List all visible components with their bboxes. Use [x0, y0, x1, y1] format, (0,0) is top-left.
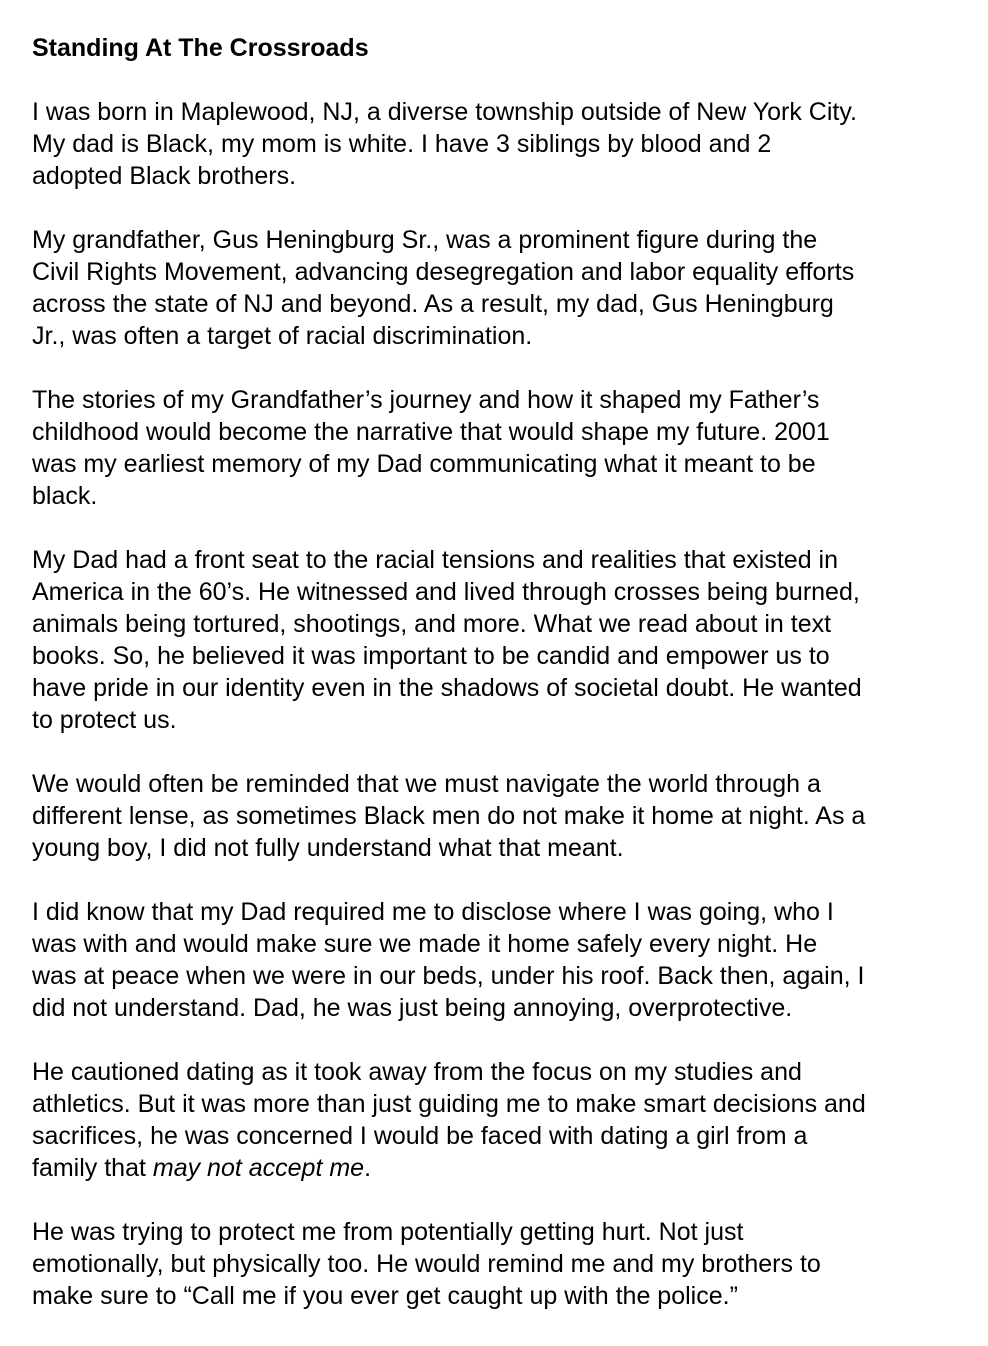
text-line: did not understand. Dad, he was just being annoying, overprotective.: [32, 994, 793, 1022]
text-line: to protect us.: [32, 706, 177, 734]
text-line: across the state of NJ and beyond. As a result, my dad, Gus Heningburg: [32, 290, 834, 318]
text-line: was at peace when we were in our beds, under his roof. Back then, again, I: [32, 962, 865, 990]
text-line: My grandfather, Gus Heningburg Sr., was a prominent figure during the: [32, 226, 818, 254]
text-line: I was born in Maplewood, NJ, a diverse township outside of New York City.: [32, 98, 857, 126]
paragraph-3: [32, 384, 962, 512]
text-line: black.: [32, 482, 98, 510]
italic-emphasis: may not accept me: [152, 1154, 365, 1182]
paragraph-5: [32, 768, 962, 864]
text-line: young boy, I did not fully understand what that meant.: [32, 834, 624, 862]
paragraph-2: [32, 224, 962, 352]
text-line: have pride in our identity even in the shadows of societal doubt. He wanted: [32, 674, 862, 702]
text-line: animals being tortured, shootings, and more. What we read about in text: [32, 610, 832, 638]
text-line: My Dad had a front seat to the racial tensions and realities that existed in: [32, 546, 839, 574]
text-line: The stories of my Grandfather’s journey and how it shaped my Father’s: [32, 386, 820, 414]
text-line: Jr., was often a target of racial discrimination.: [32, 322, 533, 350]
text-line: Civil Rights Movement, advancing desegregation and labor equality efforts: [32, 258, 855, 286]
text-line: emotionally, but physically too. He would remind me and my brothers to: [32, 1250, 821, 1278]
paragraph-8: [32, 1216, 962, 1312]
document-title: Standing At The Crossroads: [32, 34, 369, 62]
text-line: sacrifices, he was concerned I would be faced with dating a girl from a: [32, 1122, 808, 1150]
text-run: family that: [32, 1154, 153, 1182]
paragraph-4: [32, 544, 962, 736]
text-line: He was trying to protect me from potentially getting hurt. Not just: [32, 1218, 744, 1246]
text-line: My dad is Black, my mom is white. I have 3 siblings by blood and 2: [32, 130, 772, 158]
text-line: adopted Black brothers.: [32, 162, 297, 190]
text-line: He cautioned dating as it took away from the focus on my studies and: [32, 1058, 802, 1086]
text-line: was my earliest memory of my Dad communicating what it meant to be: [32, 450, 816, 478]
paragraph-6: [32, 896, 962, 1024]
text-line: athletics. But it was more than just guiding me to make smart decisions and: [32, 1090, 866, 1118]
paragraph-1: [32, 96, 962, 192]
text-line: childhood would become the narrative that would shape my future. 2001: [32, 418, 830, 446]
text-line: America in the 60’s. He witnessed and lived through crosses being burned,: [32, 578, 860, 606]
text-run: .: [364, 1154, 372, 1182]
text-line: was with and would make sure we made it home safely every night. He: [32, 930, 818, 958]
text-line: We would often be reminded that we must navigate the world through a: [32, 770, 821, 798]
text-line: make sure to “Call me if you ever get caught up with the police.”: [32, 1282, 738, 1310]
text-line: I did know that my Dad required me to disclose where I was going, who I: [32, 898, 834, 926]
text-line: different lense, as sometimes Black men do not make it home at night. As a: [32, 802, 866, 830]
paragraph-7: [32, 1056, 962, 1184]
text-line-mixed: [32, 1152, 962, 1184]
text-line: books. So, he believed it was important to be candid and empower us to: [32, 642, 830, 670]
document-page: [32, 32, 962, 1344]
